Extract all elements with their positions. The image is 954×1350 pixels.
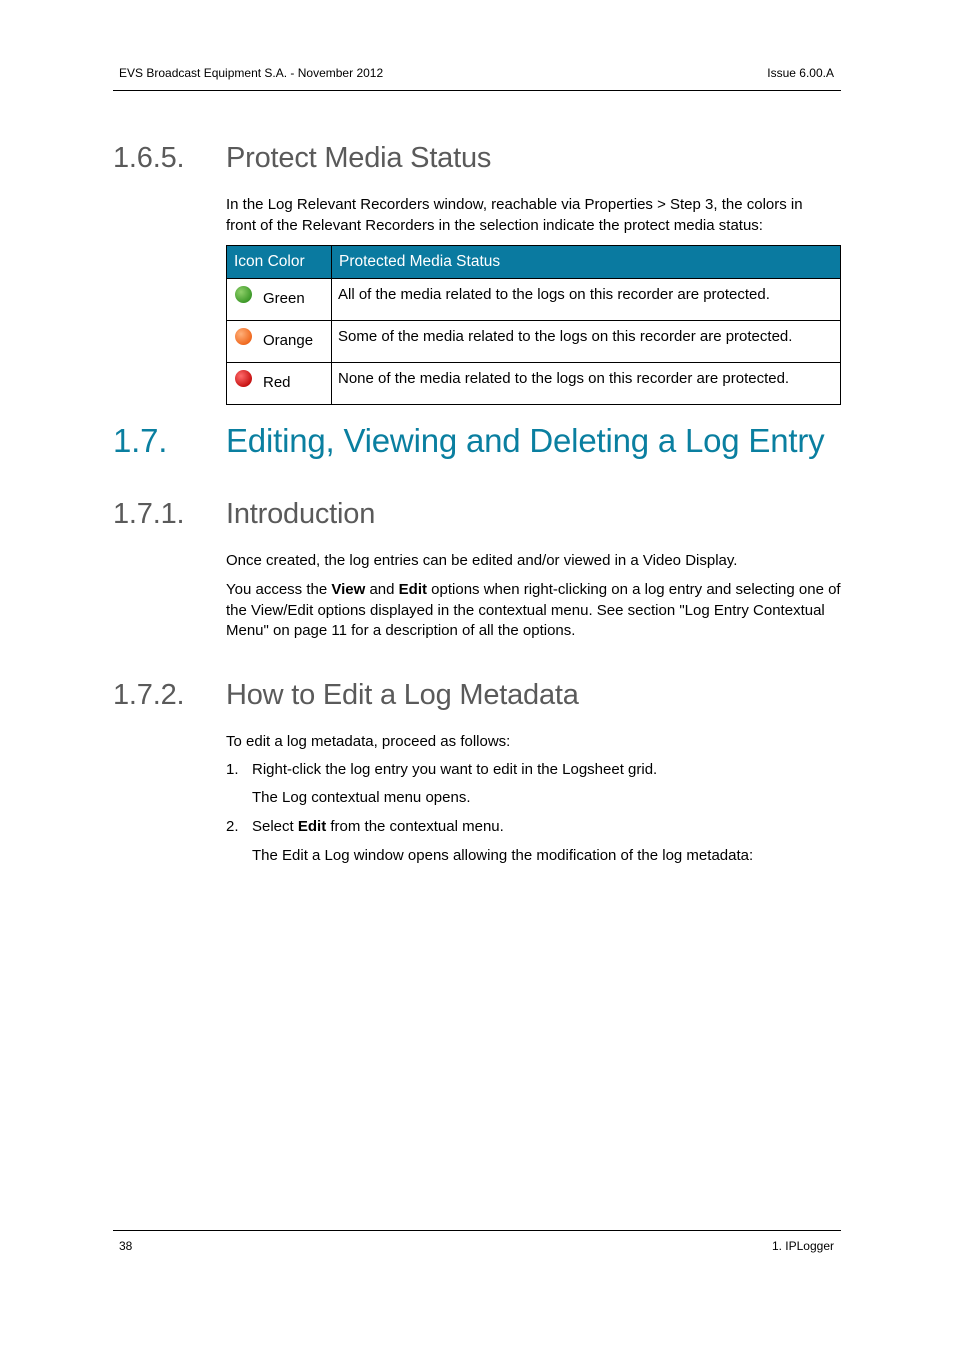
color-label: Orange <box>263 332 314 349</box>
section-number: 1.7.2. <box>113 679 185 711</box>
column-header-protected-media-status: Protected Media Status <box>332 246 841 279</box>
text-run: options when right-clicking on a log entry and selecting one of the View/Edit options displayed in the contextual menu. See section "Log Entry Contextual Menu" on page 11 for a description of all the options. <box>226 581 841 639</box>
text-run: and <box>365 581 399 598</box>
orange-dot-icon <box>235 328 252 345</box>
text-run: Select <box>252 818 298 835</box>
footer-chapter: 1. IPLogger <box>771 1239 834 1253</box>
section-title: Introduction <box>226 498 376 530</box>
page-footer <box>113 1230 841 1261</box>
status-cell: Some of the media related to the logs on this recorder are protected. <box>332 321 841 363</box>
step-number: 1. <box>226 761 239 778</box>
bold-edit: Edit <box>297 818 327 835</box>
icon-color-cell <box>227 321 332 363</box>
header-issue: Issue 6.00.A <box>767 66 834 80</box>
color-label: Green <box>263 290 305 307</box>
step-number: 2. <box>226 818 239 835</box>
color-label: Red <box>263 374 291 391</box>
edit-intro: To edit a log metadata, proceed as follows: <box>226 733 511 750</box>
green-dot-icon <box>235 286 252 303</box>
section-number: 1.7.1. <box>113 498 185 530</box>
column-header-icon-color: Icon Color <box>227 246 332 279</box>
bold-edit: Edit <box>398 581 427 598</box>
status-cell: None of the media related to the logs on this recorder are protected. <box>332 363 841 405</box>
protect-media-intro: In the Log Relevant Recorders window, reachable via Properties > Step 3, the colors in front of the Relevant Recorders in the selection indicate the protect media status: <box>226 196 803 234</box>
introduction-paragraph-1: Once created, the log entries can be edited and/or viewed in a Video Display. <box>226 552 738 569</box>
step-1-text: Right-click the log entry you want to edit in the Logsheet grid. <box>252 761 658 778</box>
introduction-paragraph-2 <box>226 580 844 642</box>
protect-media-status-table <box>226 245 841 405</box>
section-title: How to Edit a Log Metadata <box>226 679 579 711</box>
step-2-text <box>252 818 504 835</box>
section-title: Protect Media Status <box>226 142 492 174</box>
table-row <box>227 363 841 405</box>
text-run: You access the <box>226 581 332 598</box>
header-company-date: EVS Broadcast Equipment S.A. - November 2012 <box>119 66 384 80</box>
step-1-result: The Log contextual menu opens. <box>252 789 471 806</box>
section-title: Editing, Viewing and Deleting a Log Entry <box>226 422 825 459</box>
bold-view: View <box>331 581 366 598</box>
table-row <box>227 279 841 321</box>
step-2-result: The Edit a Log window opens allowing the modification of the log metadata: <box>252 847 754 864</box>
page-number: 38 <box>119 1239 133 1253</box>
page-header <box>113 64 841 91</box>
text-run: from the contextual menu. <box>326 818 504 835</box>
icon-color-cell <box>227 363 332 405</box>
red-dot-icon <box>235 370 252 387</box>
table-header-row <box>227 246 841 279</box>
section-number: 1.6.5. <box>113 142 185 174</box>
section-number: 1.7. <box>113 422 168 459</box>
icon-color-cell <box>227 279 332 321</box>
status-cell: All of the media related to the logs on this recorder are protected. <box>332 279 841 321</box>
table-row <box>227 321 841 363</box>
